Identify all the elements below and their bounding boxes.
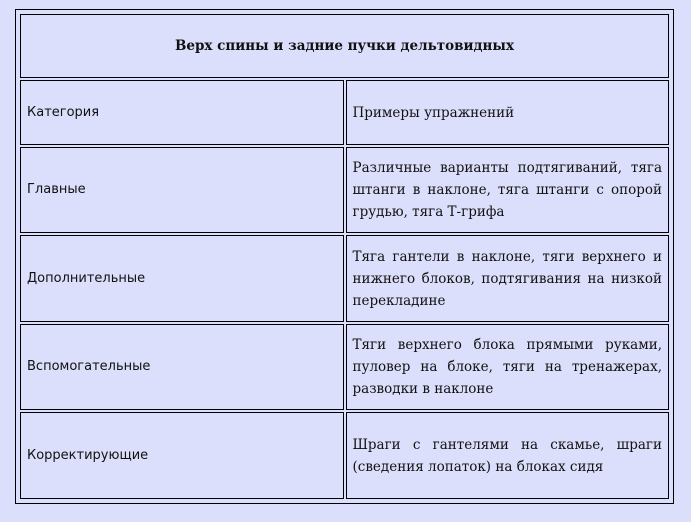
row-category: Дополнительные: [20, 235, 344, 322]
exercise-table-frame: [15, 9, 674, 504]
exercise-table: [18, 12, 671, 501]
row-examples: Тяга гантели в наклоне, тяги верхнего и нижнего блоков, подтягивания на низкой перекладине: [346, 235, 670, 322]
row-category: Главные: [20, 147, 344, 234]
row-category: Вспомогательные: [20, 324, 344, 411]
table-row: [20, 324, 669, 411]
row-examples: Тяги верхнего блока прямыми руками, пуловер на блоке, тяги на тренажерах, разводки в наклоне: [346, 324, 670, 411]
header-row: [20, 80, 669, 144]
title-row: [20, 14, 669, 78]
table-title: Верх спины и задние пучки дельтовидных: [20, 14, 669, 78]
table-row: [20, 412, 669, 499]
row-examples: Шраги с гантелями на скамье, шраги (сведения лопаток) на блоках сидя: [346, 412, 670, 499]
row-examples: Различные варианты подтягиваний, тяга штанги в наклоне, тяга штанги с опорой грудью, тяга Т-грифа: [346, 147, 670, 234]
table-row: [20, 235, 669, 322]
row-category: Корректирующие: [20, 412, 344, 499]
header-category: Категория: [20, 80, 344, 144]
header-examples: Примеры упражнений: [346, 80, 670, 144]
table-row: [20, 147, 669, 234]
